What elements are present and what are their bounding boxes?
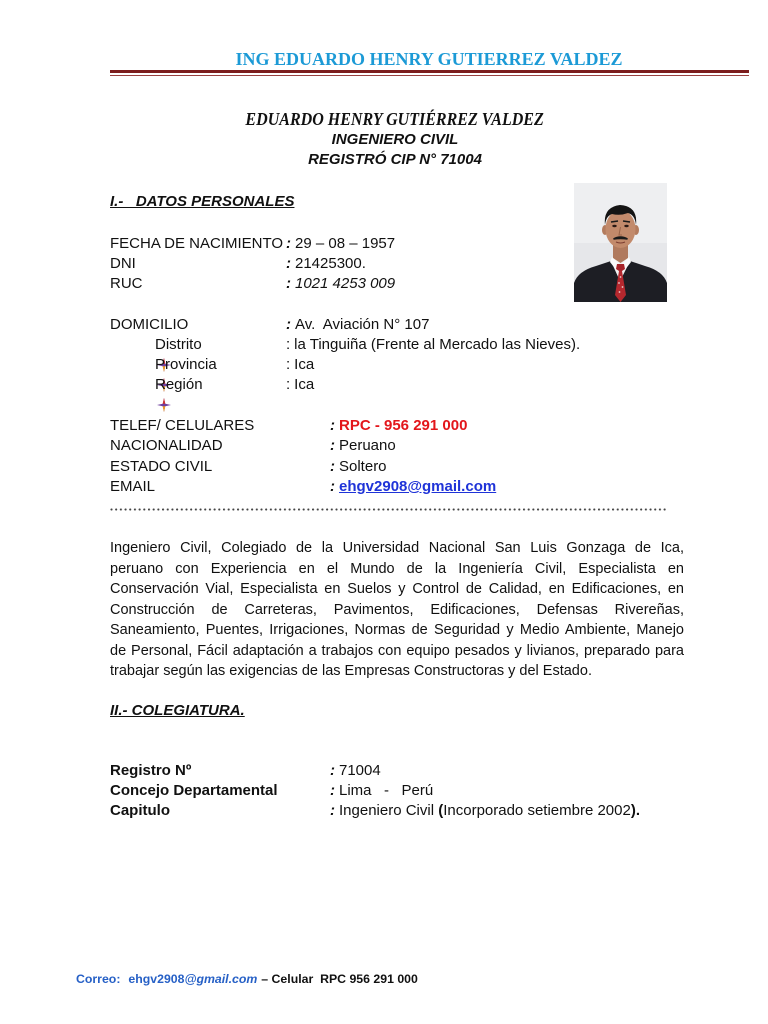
personal-row-birth-date [110,234,710,254]
row-label: Distrito [155,336,202,353]
profile-line: peruano con Experiencia en el Mundo de la Ingeniería Civil, Especialista en [110,560,684,577]
colegiatura-row-council [110,781,710,801]
row-value [286,234,395,254]
profile-line: Construcción de Carreteras, Pavimentos, Edificaciones, Defensas Rivereñas, [110,601,684,618]
council-value: Lima - Perú [339,782,434,799]
row-label: FECHA DE NACIMIENTO [110,235,284,252]
colon: : [330,458,335,475]
row-label: Concejo Departamental [110,782,278,799]
colon: : [286,356,291,373]
colon: : [286,316,291,333]
colon: : [286,235,291,252]
row-label: DOMICILIO [110,316,189,333]
row-value [286,254,366,274]
section-heading-personal: I.- DATOS PERSONALES [110,193,295,210]
row-label: Registro Nº [110,762,192,779]
row-value [286,274,395,294]
colon: : [286,336,291,353]
colon: : [286,255,291,272]
province-value: Ica [294,356,315,373]
contact-row-nationality [110,436,710,456]
address-row-region [110,375,710,395]
row-value [286,375,314,395]
paren-open: ( [438,802,444,819]
district-value: la Tinguiña (Frente al Mercado las Nieves). [294,336,581,353]
colon: : [330,437,335,454]
ruc-value: 1021 4253 009 [295,275,396,292]
dni-value: 21425300. [295,255,366,272]
row-value [330,416,467,436]
row-value [330,761,381,781]
profile-line: de Personal, Fácil adaptación a trabajos con equipo pesados y livianos, preparado para [110,642,684,659]
row-label: ESTADO CIVIL [110,458,213,475]
footer-contact [76,971,418,987]
phone-value: RPC - 956 291 000 [339,417,468,434]
contact-row-civil-status [110,457,710,477]
row-value [330,457,387,477]
footer-email-domain: @gmail.com [184,972,258,986]
civil-status-value: Soltero [339,458,387,475]
colon: : [330,417,335,434]
birth-date-value: 29 – 08 – 1957 [295,235,396,252]
colon: : [286,376,291,393]
colon: : [330,762,335,779]
chapter-date: Incorporado setiembre 2002 [443,802,631,819]
row-value [330,801,640,821]
row-label: EMAIL [110,478,156,495]
profile-line: Conservación Vial, Especialista en Suelos y Control de Calidad, en Edificaciones, en [110,581,684,597]
cip-registry: REGISTRÓ CIP N° 71004 [308,151,482,168]
profile-line: Saneamiento, Puentes, Irrigaciones, Normas de Seguridad y Medio Ambiente, Manejo [110,622,684,638]
row-value [330,477,496,497]
colon: : [330,478,335,495]
arrow-bullet-icon [132,358,146,372]
header-title: ING EDUARDO HENRY GUTIERREZ VALDEZ [235,49,623,69]
profession-title: INGENIERO CIVIL [331,131,459,148]
profile-line: trabajar según las exigencias de las Empresas Constructoras y del Estado. [110,663,592,679]
row-value [330,781,433,801]
nationality-value: Peruano [339,437,396,454]
personal-row-dni [110,254,710,274]
row-label: Región [155,376,203,393]
row-value [330,436,396,456]
paren-close: ). [630,802,641,819]
region-value: Ica [294,376,315,393]
contact-row-phone [110,416,710,436]
footer-phone: – Celular RPC 956 291 000 [261,972,418,986]
personal-row-address [110,315,710,335]
address-value: Av. Aviación N° 107 [295,316,430,333]
arrow-bullet-icon [132,338,146,352]
contact-row-email [110,477,710,497]
arrow-bullet-icon [132,378,146,392]
personal-row-ruc [110,274,710,294]
header-rule [110,70,749,76]
address-row-province [110,355,710,375]
colon: : [330,802,335,819]
colegiatura-row-chapter [110,801,710,821]
address-row-district [110,335,710,355]
row-label: Provincia [155,356,217,373]
row-label: RUC [110,275,143,292]
section-heading-colegiatura: II.- COLEGIATURA. [110,702,245,719]
row-value [286,335,580,355]
row-value [286,355,314,375]
chapter-value: Ingeniero Civil [339,802,439,819]
full-name [110,107,680,131]
dotted-separator [110,508,666,511]
row-label: NACIONALIDAD [110,437,223,454]
row-label: Capitulo [110,802,170,819]
profile-summary [110,538,684,682]
full-name-text: EDUARDO HENRY GUTIÉRREZ VALDEZ [245,109,545,129]
footer-email-user: ehgv2908 [128,972,185,986]
profile-line: Ingeniero Civil, Colegiado de la Universidad Nacional San Luis Gonzaga de Ica, [110,540,684,556]
row-label: TELEF/ CELULARES [110,417,255,434]
colon: : [286,275,291,292]
row-label: DNI [110,255,136,272]
footer-email-label: Correo: [76,972,121,986]
colon: : [330,782,335,799]
row-value [286,315,429,335]
registry-number-value: 71004 [339,762,381,779]
colegiatura-row-registry [110,761,710,781]
email-link[interactable]: ehgv2908@gmail.com [339,478,497,495]
